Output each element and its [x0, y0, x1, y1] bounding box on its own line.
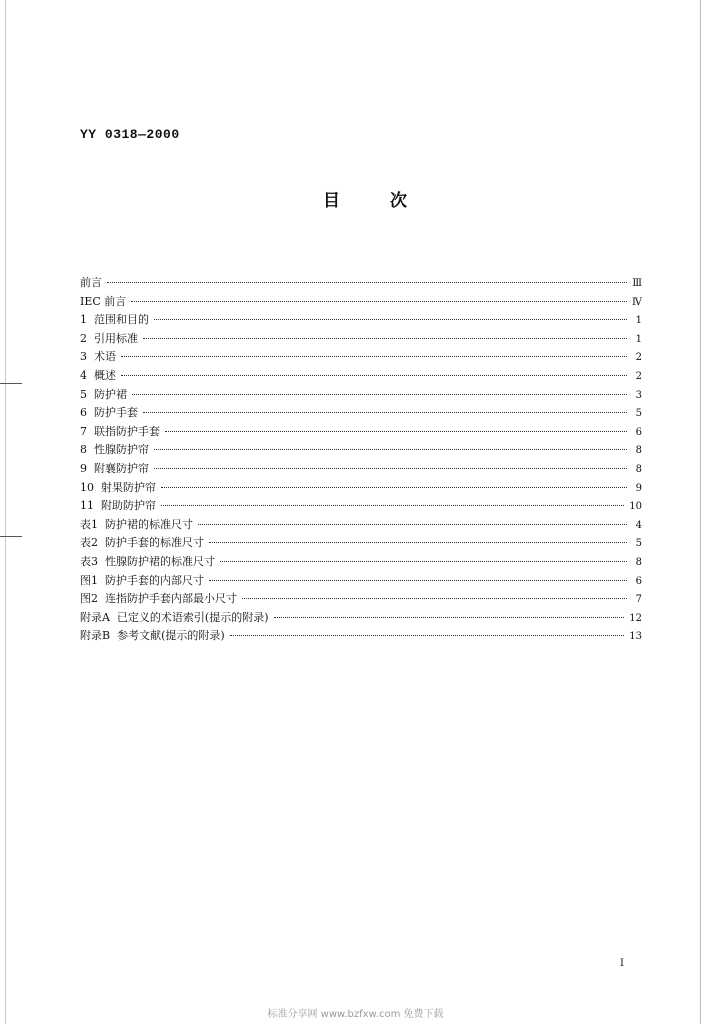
toc-entry[interactable] [80, 367, 642, 386]
toc-entry[interactable] [80, 497, 642, 516]
toc-leader-dots [107, 282, 627, 283]
toc-leader-dots [154, 319, 627, 320]
toc-leader-dots [121, 375, 627, 376]
toc-entry-label: 2 引用标准 [80, 331, 138, 345]
scan-mark [0, 536, 22, 537]
toc-entry-page: 2 [635, 352, 642, 364]
toc-entry-page: 1 [635, 315, 642, 327]
toc-leader-dots [161, 505, 624, 506]
toc-entry-label: 图2 连指防护手套内部最小尺寸 [80, 592, 237, 606]
standard-code: YY 0318—2000 [80, 127, 180, 142]
toc-entry-label: 11 附助防护帘 [80, 499, 156, 513]
toc-leader-dots [209, 542, 627, 543]
toc-entry-page: 6 [635, 426, 642, 438]
toc-entry[interactable] [80, 274, 642, 293]
toc-entry-page: 10 [629, 501, 642, 513]
toc-leader-dots [198, 524, 627, 525]
toc-entry-page: 8 [635, 463, 642, 475]
toc-entry-label: 附录A 已定义的术语索引(提示的附录) [80, 610, 269, 624]
toc-entry-label: 6 防护手套 [80, 406, 138, 420]
toc-leader-dots [209, 580, 627, 581]
toc-entry-page: 3 [635, 389, 642, 401]
page-title: 目 次 [323, 191, 407, 211]
toc-leader-dots [165, 431, 627, 432]
toc-leader-dots [131, 301, 627, 302]
toc-leader-dots [154, 468, 627, 469]
toc-entry-label: 3 术语 [80, 350, 116, 364]
toc-entry-page: 8 [635, 445, 642, 457]
toc-leader-dots [143, 412, 627, 413]
toc-entry[interactable] [80, 609, 642, 628]
toc-leader-dots [143, 338, 627, 339]
toc-entry[interactable] [80, 516, 642, 535]
page-right-edge [700, 0, 701, 1024]
toc-leader-dots [242, 598, 627, 599]
toc-entry[interactable] [80, 293, 642, 312]
toc-entry-label: 前言 [80, 276, 102, 289]
toc-entry[interactable] [80, 330, 642, 349]
toc-entry[interactable] [80, 534, 642, 553]
scan-mark [0, 383, 22, 384]
toc-entry[interactable] [80, 441, 642, 460]
toc-entry-page: 5 [635, 408, 642, 420]
toc-entry-page: 13 [629, 631, 642, 643]
toc-entry-label: IEC 前言 [80, 294, 127, 308]
toc-entry[interactable] [80, 311, 642, 330]
toc-entry-label: 图1 防护手套的内部尺寸 [80, 573, 204, 587]
toc-entry[interactable] [80, 348, 642, 367]
page-left-edge [5, 0, 6, 1024]
page-number: I [620, 958, 624, 969]
toc-leader-dots [220, 561, 627, 562]
toc-entry-page: 4 [635, 519, 642, 531]
toc-leader-dots [132, 394, 627, 395]
toc-entry-label: 表2 防护手套的标准尺寸 [80, 536, 204, 550]
toc-leader-dots [274, 617, 625, 618]
toc-entry-label: 10 射果防护帘 [80, 480, 156, 494]
toc-entry-page: 8 [635, 556, 642, 568]
toc-leader-dots [154, 449, 627, 450]
table-of-contents [80, 274, 642, 646]
toc-entry[interactable] [80, 553, 642, 572]
toc-entry[interactable] [80, 572, 642, 591]
toc-entry-page: 7 [635, 594, 642, 606]
toc-entry-label: 表1 防护裙的标准尺寸 [80, 517, 193, 531]
toc-entry-label: 1 范围和目的 [80, 313, 149, 327]
toc-leader-dots [121, 356, 627, 357]
toc-entry[interactable] [80, 460, 642, 479]
toc-entry[interactable] [80, 404, 642, 423]
toc-entry-label: 9 附襄防护帘 [80, 461, 149, 475]
toc-entry-page: 9 [635, 482, 642, 494]
toc-entry-page: Ⅳ [632, 296, 642, 308]
toc-entry[interactable] [80, 479, 642, 498]
toc-entry-page: 2 [635, 370, 642, 382]
toc-entry-label: 7 联指防护手套 [80, 424, 160, 438]
toc-entry-label: 附录B 参考文献(提示的附录) [80, 629, 225, 643]
toc-entry-label: 5 防护裙 [80, 387, 127, 401]
toc-entry-page: 6 [635, 575, 642, 587]
toc-entry-label: 表3 性腺防护裙的标准尺寸 [80, 554, 215, 568]
toc-entry[interactable] [80, 386, 642, 405]
watermark: 标准分享网 www.bzfxw.com 免费下载 [267, 1009, 444, 1020]
toc-entry[interactable] [80, 423, 642, 442]
toc-entry-label: 8 性腺防护帘 [80, 443, 149, 457]
toc-leader-dots [230, 635, 625, 636]
toc-entry-page: 1 [635, 333, 642, 345]
toc-entry-label: 4 概述 [80, 368, 116, 382]
toc-entry[interactable] [80, 590, 642, 609]
toc-entry-page: 12 [629, 612, 642, 624]
toc-leader-dots [161, 487, 627, 488]
toc-entry-page: Ⅲ [632, 278, 642, 289]
toc-entry-page: 5 [635, 538, 642, 550]
toc-entry[interactable] [80, 627, 642, 646]
